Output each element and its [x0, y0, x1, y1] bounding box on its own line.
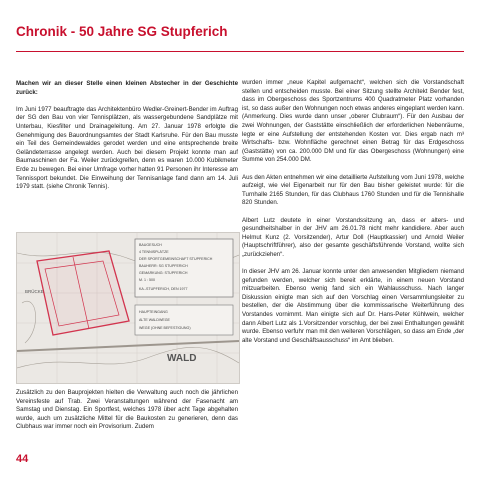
stamp-line: GEMARKUNG: STUPFERICH	[139, 271, 188, 275]
stamp-line: BAUGESUCH	[139, 243, 162, 247]
label-bruecke: BRÜCKE	[25, 289, 44, 294]
stamp-line: DER SPORTGEMEINSCHAFT STUPFERICH	[139, 257, 213, 261]
right-column	[242, 79, 464, 354]
section-heading: Machen wir an dieser Stelle einen kleinen Abstecher in der Geschichte zurück:	[16, 80, 238, 96]
legend-line: WEGE (OHNE BEFESTIGUNG)	[139, 326, 191, 330]
site-plan-drawing	[17, 233, 239, 383]
stamp-line: KA.-STUPFERICH, DEN 1977	[139, 287, 188, 291]
left-paragraph: Im Juni 1977 beauftragte das Architektenbüro Wedler-Greinert-Bender im Auftrag der SG den Bau von vier Tennisplätzen, als wassergebundene Sandplätze mit Unterbau, Kiesfilter und Drainageleitung. Am 27. Januar 1978 erfolgte die Genehmigung des Bauordnungsamtes der Stadt Karlsruhe. Für den Bau musste ein Teil des Gemeindewaldes gerodet werden und eine entsprechende breite Geländeterrasse angelegt werden. Auch bei diesem Projekt konnte man auf Baumaschinen der Fa. Weiler zurückgreifen, denn es waren 10.000 Kubikmeter Erde zu bewegen. Bei einer Umfrage vorher hatten 91 Personen ihr Interesse am Tennissport bekundet. Die Einweihung der Tennisanlage fand dann am 14. Juli 1979 statt. (siehe Chronik Tennis).	[16, 105, 238, 191]
right-paragraph: In dieser JHV am 26. Januar konnte unter den anwesenden Mitgliedern niemand gefunden werden, welcher sich bereit erklärte, in einem neuen Vorstand mitzuarbeiten. Ebenso wenig fand sich ein Wahlausschuss. Nach langer Diskussion einigte man sich auf den Vorschlag einen Versammlungsleiter zu bestellen, der die Abstimmung über die kommissarische Weiterführung des Vorstandes vornimmt. Man einigte sich auf Dr. Hans-Peter Kühlwein, welcher dann Albert Lutz als 1.Vorsitzender vorschlug, der bei zwei Enthaltungen gewählt wurde. Ebenso verfuhr man mit den weiteren Vorschlägen, so dass am Ende „der alte Vorstand und Geschäftsausschuss“ im Amt blieben.	[242, 268, 464, 344]
page-title: Chronik - 50 Jahre SG Stupferich	[16, 24, 228, 39]
bottom-left-paragraph: Zusätzlich zu den Bauprojekten hielten die Verwaltung auch noch die jährlichen Vereinsfeste auf Trab. Zwei Veranstaltungen während der Fasenacht am Samstag und Dienstag. Ein Sportfest, welches 1978 über acht Tage abgehalten wurde, auch um zusätzliche Mittel für die Baukosten zu generieren, denn das Clubhaus war immer noch ein Provisorium. Zudem	[16, 389, 238, 431]
stamp-line: 4 TENNISPLÄTZE	[139, 250, 169, 254]
stamp-line: M. 1 : 500	[139, 278, 155, 282]
right-paragraph: wurden immer „neue Kapitel aufgemacht“, welchen sich die Vorstandschaft stellen und entscheiden musste. Bei einer Sitzung stellte Architekt Bender fest, dass im Obergeschoss des Sportzentrums 400 Quadratmeter Platz vorhanden ist, so dass außer den Wohnungen noch etwas anderes eingeplant werden kann. (Anmerkung. Dies wurde dann unser „oberer Clubraum“). Für den Ausbau der zwei Wohnungen, der Gaststätte einschließlich der erforderlichen Nebenräume, legte er eine Aufstellung der entstehenden Kosten vor. Dies ergab nach m³ Wirtschafts- bzw. Wohnfläche gerechnet einen Betrag für das Erdgeschoss (Gaststätte) von ca. 200.000 DM und für das Obergeschoss (Wohnungen) eine Summe von 254.000 DM.	[242, 79, 464, 164]
title-rule	[16, 51, 464, 52]
right-paragraph: Aus den Akten entnehmen wir eine detaillierte Aufstellung vom Juni 1978, welche aufzeigt, wie viel Eigenarbeit nur für den Bau bisher geleistet wurde: für die Turnhalle 2165 Stunden, für das Clubhaus 1760 Stunden und für die Tennishalle 820 Stunden.	[242, 173, 464, 207]
legend-line: ALTE WALDWEGE	[139, 318, 170, 322]
label-wald: WALD	[167, 353, 197, 364]
right-paragraph: Albert Lutz deutete in einer Vorstandssitzung an, dass er alters- und gesundheitshalber in der JHV am 26.01.78 nicht mehr kandidiere. Aber auch Helmut Kunz (2. Vorsitzender), Artur Doll (Hauptkassier) und Arnold Weiler (Hauptschriftführer), also der gesamte geschäftsführende Vorstand, wollte sich „zurückziehen“.	[242, 216, 464, 258]
legend-line: HAUPTEINGANG	[139, 310, 168, 314]
stamp-line: BAUHERR: SG STUPFERICH	[139, 264, 188, 268]
site-plan-figure	[16, 232, 240, 384]
left-column	[16, 80, 238, 200]
page-number: 44	[16, 453, 29, 465]
